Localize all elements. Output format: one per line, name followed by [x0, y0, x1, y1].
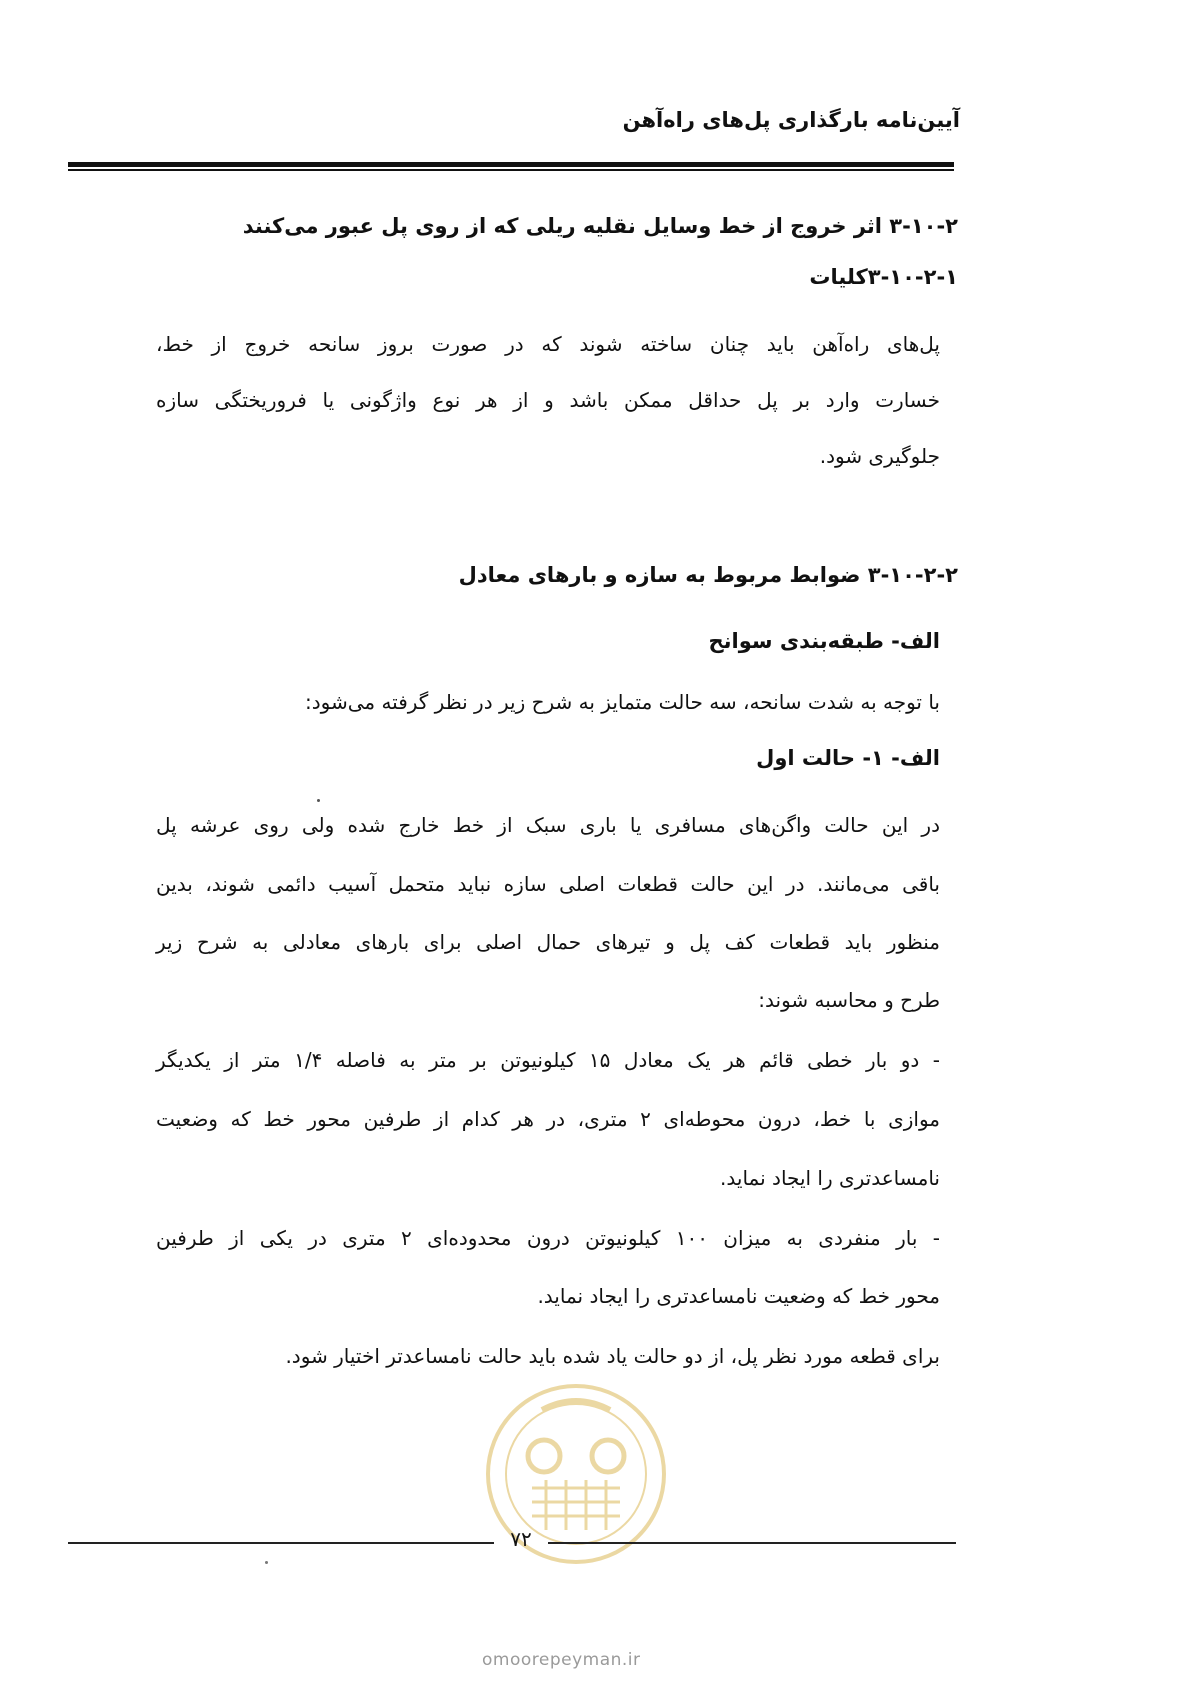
section-heading-3-10-2: ۳-۱۰-۲ اثر خروج از خط وسایل نقلیه ریلی که از روی پل عبور می‌کنند: [242, 214, 958, 238]
paragraph-line: با توجه به شدت سانحه، سه حالت متمایز به شرح زیر در نظر گرفته می‌شود:: [304, 690, 940, 714]
paragraph-line: منظور باید قطعات کف پل و تیرهای حمال اصلی برای بارهای معادلی به شرح زیر: [156, 930, 940, 954]
footer-rule-right: [548, 1542, 956, 1544]
footer-rule-left: [68, 1542, 494, 1544]
list-item-line: موازی با خط، درون محوطه‌ای ۲ متری، در هر کدام از طرفین محور خط که وضعیت: [156, 1107, 940, 1131]
paragraph-line: طرح و محاسبه شوند:: [758, 988, 940, 1012]
speck: [317, 799, 320, 802]
closing-paragraph: برای قطعه مورد نظر پل، از دو حالت یاد شده باید حالت نامساعدتر اختیار شود.: [285, 1344, 940, 1368]
paragraph-line: پل‌های راه‌آهن باید چنان ساخته شوند که در صورت بروز سانحه خروج از خط،: [156, 332, 940, 356]
section-heading-3-10-2-2: ۳-۱۰-۲-۲ ضوابط مربوط به سازه و بارهای معادل: [458, 563, 958, 587]
paragraph-line: باقی می‌مانند. در این حالت قطعات اصلی سازه نباید متحمل آسیب دائمی شوند، بدین: [156, 872, 940, 896]
list-item-line: محور خط که وضعیت نامساعدتری را ایجاد نماید.: [537, 1284, 940, 1308]
list-item-line: - دو بار خطی قائم هر یک معادل ۱۵ کیلونیوتن بر متر به فاصله ۱/۴ متر از یکدیگر: [156, 1048, 940, 1072]
header-rule-thin: [68, 169, 954, 171]
paragraph-line: در این حالت واگن‌های مسافری یا باری سبک از خط خارج شده ولی روی عرشه پل: [156, 813, 940, 837]
section-heading-3-10-2-1: ۳-۱۰-۲-۱کلیات: [809, 265, 958, 289]
subheading-alef-1: الف- ۱- حالت اول: [756, 746, 940, 770]
speck: [265, 1561, 268, 1564]
header-rule-thick: [68, 162, 954, 167]
list-item-line: نامساعدتری را ایجاد نماید.: [720, 1166, 940, 1190]
running-header: آیین‌نامه بارگذاری پل‌های راه‌آهن: [622, 108, 960, 132]
list-item-line: - بار منفردی به میزان ۱۰۰ کیلونیوتن درون محدوده‌ای ۲ متری در یکی از طرفین: [156, 1226, 940, 1250]
paragraph-line: جلوگیری شود.: [819, 444, 940, 468]
page-number: ۷۲: [510, 1527, 532, 1551]
subheading-alef: الف- طبقه‌بندی سوانح: [708, 629, 940, 653]
paragraph-line: خسارت وارد بر پل حداقل ممکن باشد و از هر نوع واژگونی یا فروریختگی سازه: [156, 388, 940, 412]
watermark-url: omoorepeyman.ir: [482, 1650, 641, 1670]
